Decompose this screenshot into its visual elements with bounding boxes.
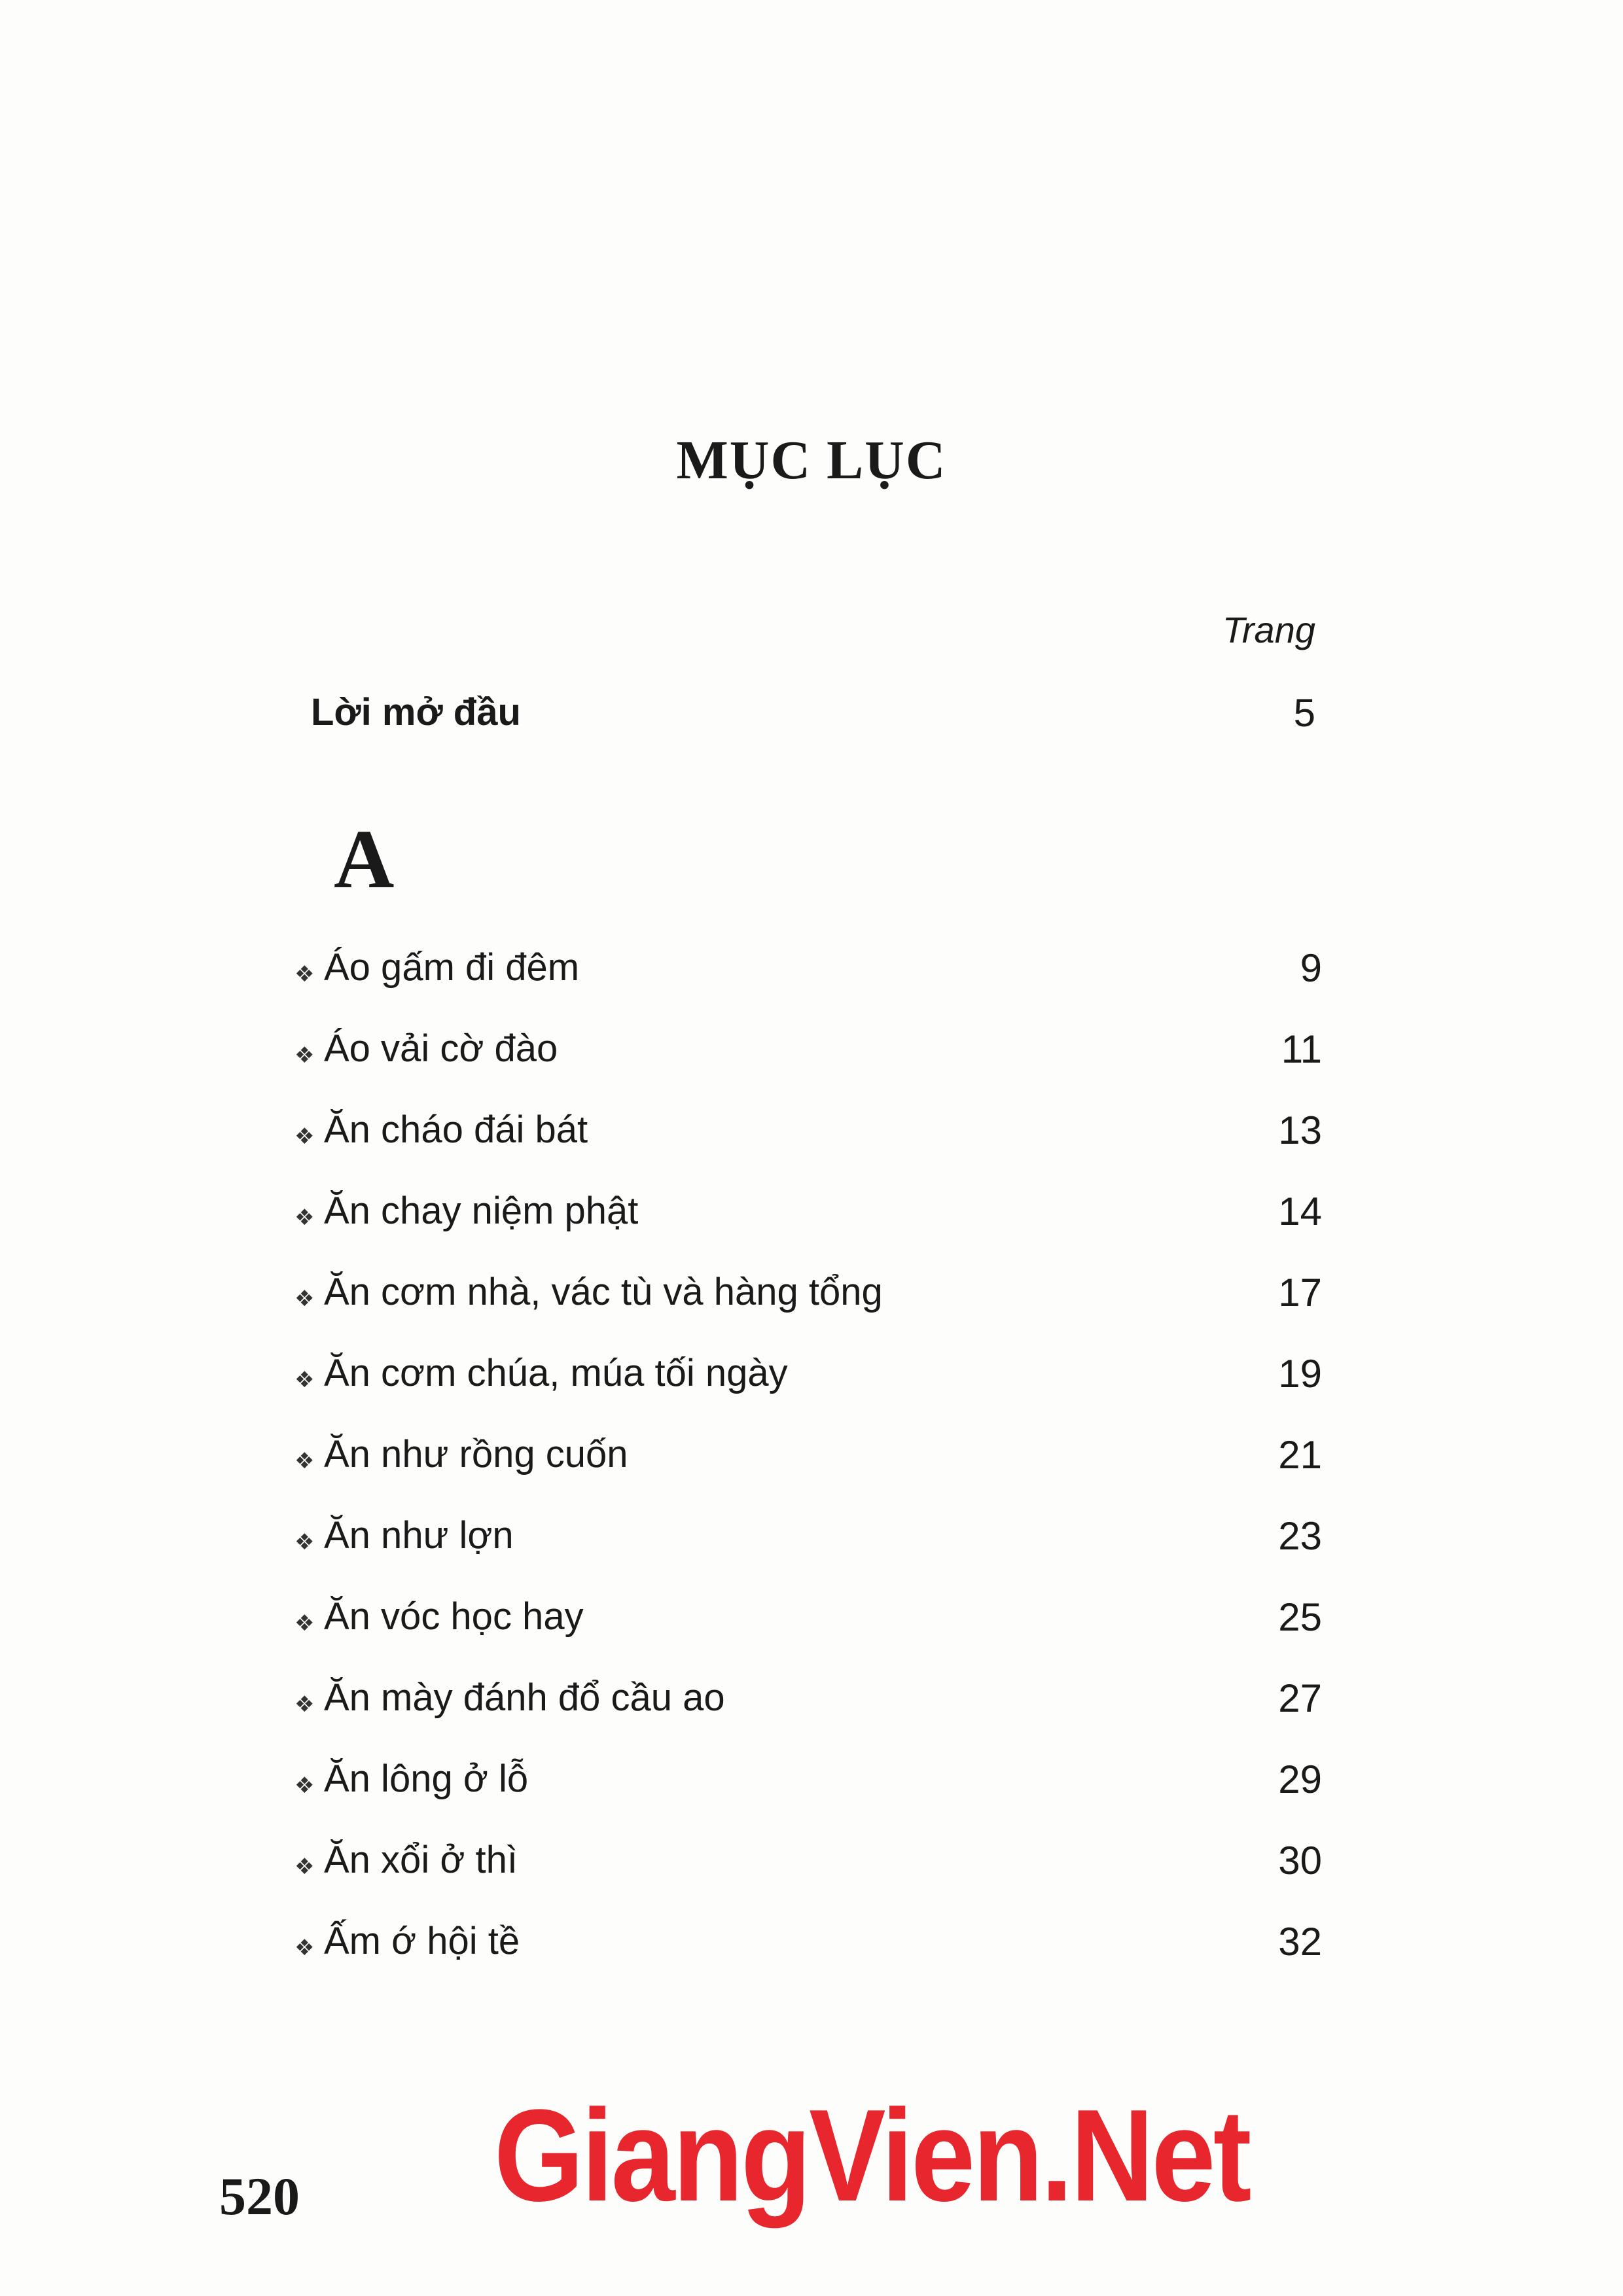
diamond-bullet-icon: ❖: [294, 1449, 315, 1474]
watermark: GiangVien.Net: [494, 2083, 1249, 2229]
toc-entry[interactable]: [294, 1432, 1322, 1513]
toc-entry[interactable]: [294, 945, 1322, 1027]
diamond-bullet-icon: ❖: [294, 1286, 315, 1311]
toc-entry-label: Ăn xổi ở thì: [324, 1839, 518, 1881]
page-title: MỤC LỤC: [676, 430, 947, 491]
diamond-bullet-icon: ❖: [294, 1611, 315, 1636]
page-column-label: Trang: [1222, 609, 1315, 650]
toc-entry-label: Ăn như lợn: [324, 1514, 514, 1557]
diamond-bullet-icon: ❖: [294, 962, 315, 987]
toc-entry-label: Ăn như rồng cuốn: [324, 1433, 628, 1475]
toc-entry[interactable]: [294, 1108, 1322, 1189]
toc-entry-page: 13: [1278, 1108, 1322, 1152]
toc-entry[interactable]: [294, 1676, 1322, 1757]
toc-entry[interactable]: [294, 1595, 1322, 1676]
toc-entry-page: 9: [1300, 946, 1322, 990]
toc-entry-page: 32: [1278, 1920, 1322, 1964]
toc-entry-page: 14: [1278, 1190, 1322, 1233]
toc-entry-page: 30: [1278, 1839, 1322, 1882]
toc-entry-page: 25: [1278, 1595, 1322, 1639]
toc-entry[interactable]: [294, 1189, 1322, 1270]
toc-intro-label: Lời mở đầu: [311, 691, 521, 733]
toc-entry[interactable]: [294, 1270, 1322, 1351]
toc-entry-page: 17: [1278, 1271, 1322, 1315]
toc-entry[interactable]: [294, 1513, 1322, 1595]
section-letter: A: [334, 813, 395, 906]
diamond-bullet-icon: ❖: [294, 1935, 315, 1960]
toc-entry-label: Ăn cháo đái bát: [324, 1108, 588, 1151]
toc-entry-label: Ấm ớ hội tề: [324, 1920, 520, 1962]
diamond-bullet-icon: ❖: [294, 1043, 315, 1068]
diamond-bullet-icon: ❖: [294, 1854, 315, 1879]
diamond-bullet-icon: ❖: [294, 1530, 315, 1555]
toc-entry[interactable]: [294, 1838, 1322, 1919]
toc-entry-label: Ăn lông ở lỗ: [324, 1757, 529, 1800]
toc-entry-label: Ăn cơm nhà, vác tù và hàng tổng: [324, 1271, 883, 1313]
toc-entry-page: 27: [1278, 1676, 1322, 1720]
toc-entry-label: Ăn mày đánh đổ cầu ao: [324, 1676, 725, 1719]
toc-entry[interactable]: [294, 1757, 1322, 1838]
toc-entry-label: Áo gấm đi đêm: [324, 946, 580, 989]
toc-entry[interactable]: [294, 1027, 1322, 1108]
toc-entry-page: 21: [1278, 1433, 1322, 1477]
toc-intro-page: 5: [1293, 691, 1315, 735]
toc-entry-page: 23: [1278, 1514, 1322, 1558]
page-number: 520: [219, 2166, 300, 2226]
diamond-bullet-icon: ❖: [294, 1368, 315, 1392]
toc-entry-label: Ăn cơm chúa, múa tối ngày: [324, 1352, 788, 1394]
diamond-bullet-icon: ❖: [294, 1773, 315, 1798]
toc-intro-row[interactable]: [311, 690, 1322, 743]
toc-entry-page: 19: [1278, 1352, 1322, 1396]
toc-list: [294, 945, 1322, 2000]
diamond-bullet-icon: ❖: [294, 1124, 315, 1149]
toc-entry-label: Ăn chay niệm phật: [324, 1190, 639, 1232]
diamond-bullet-icon: ❖: [294, 1692, 315, 1717]
toc-entry-label: Ăn vóc học hay: [324, 1595, 584, 1638]
toc-entry[interactable]: [294, 1351, 1322, 1432]
toc-entry-page: 11: [1281, 1027, 1322, 1071]
diamond-bullet-icon: ❖: [294, 1205, 315, 1230]
toc-entry-page: 29: [1278, 1757, 1322, 1801]
toc-entry[interactable]: [294, 1919, 1322, 2000]
toc-entry-label: Áo vải cờ đào: [324, 1027, 558, 1070]
